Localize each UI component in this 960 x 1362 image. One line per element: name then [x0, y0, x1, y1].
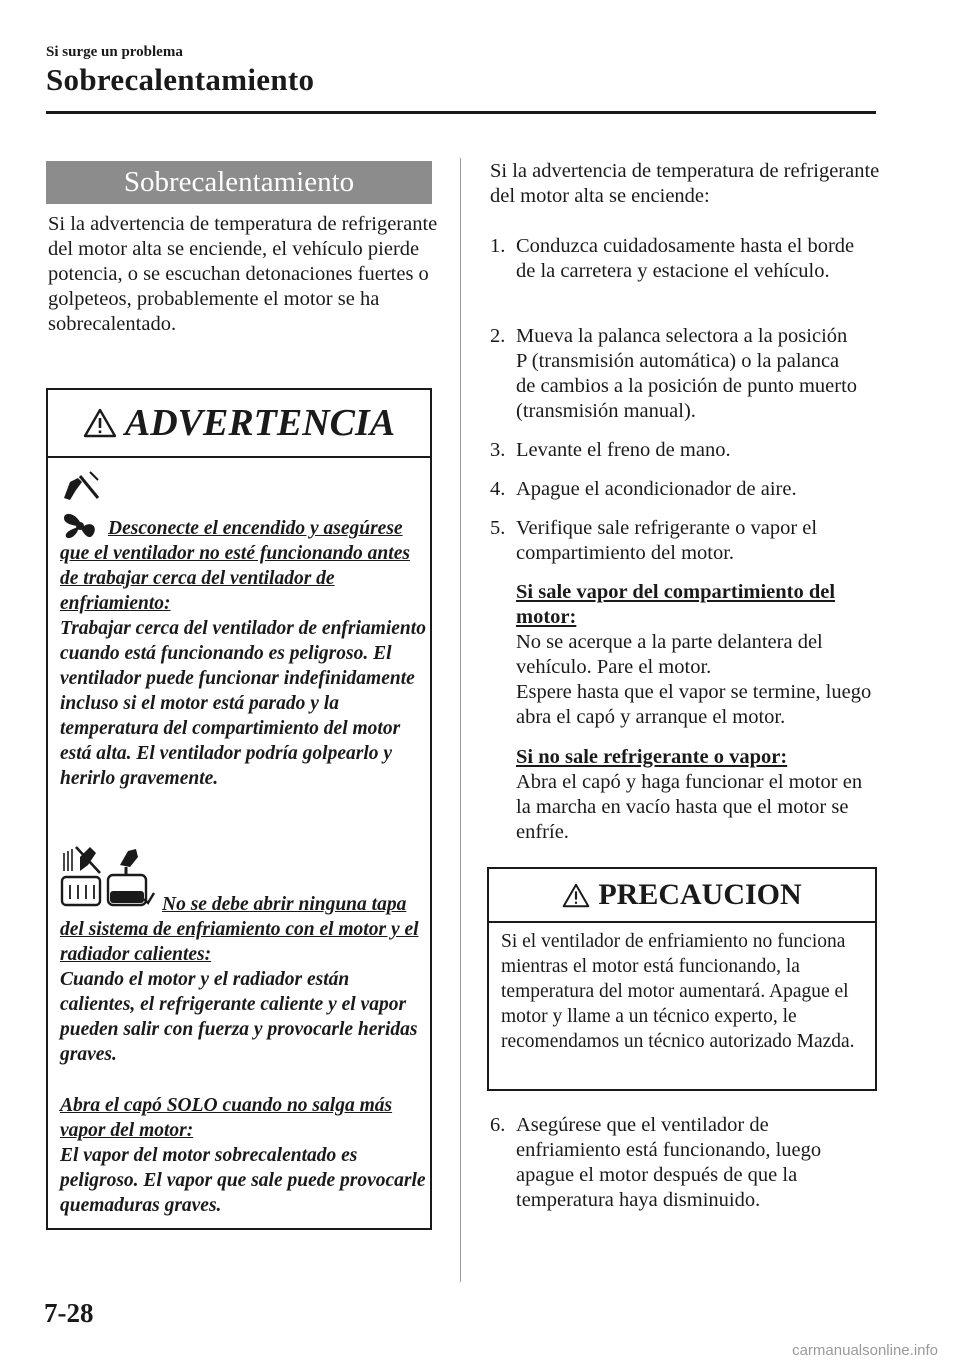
page-number: 7-28: [44, 1298, 94, 1328]
steam-case: [516, 580, 876, 730]
warning-header: [48, 390, 430, 458]
warning-item1-body: Trabajar cerca del ventilador de enfriamiento cuando está funcionando es peligroso. El ventilador puede funcionar indefinidamente incluso si el motor está parado y la temperatura del compartimiento del motor está alta. El ventilador podría golpearlo y herirlo gravemente.: [60, 618, 426, 789]
caution-body: Si el ventilador de enfriamiento no funciona mientras el motor está funcionando, la temperatura del motor aumentará. Apague el motor y llame a un técnico experto, le recomendamos un técnico autorizado Mazda.: [501, 931, 855, 1052]
warning-item1-title: Desconecte el encendido y asegúrese que el ventilador no esté funcionando antes de trabajar cerca del ventilador de enfriamiento:: [60, 518, 410, 614]
warning-triangle-icon: [562, 883, 590, 908]
step-6: 6. Asegúrese que el ventilador de enfriamiento está funcionando, luego apague el motor después de que la temperatura haya disminuido.: [490, 1114, 822, 1211]
no-steam-case-body: Abra el capó y haga funcionar el motor en la marcha en vacío hasta que el motor se enfríe.: [516, 771, 863, 843]
step-1: 1. Conduzca cuidadosamente hasta el borde de la carretera y estacione el vehículo.: [490, 235, 855, 282]
warning-box: [46, 388, 432, 1230]
caution-header: [489, 869, 875, 923]
steam-case-line2: Espere hasta que el vapor se termine, luego abra el capó y arranque el motor.: [516, 681, 872, 728]
no-hands-icon: [60, 468, 102, 504]
steam-case-title: Si sale vapor del compartimiento del motor:: [516, 581, 836, 628]
warning-triangle-icon: [83, 408, 117, 438]
step-2: 2. Mueva la palanca selectora a la posición P (transmisión automática) o la palanca de cambios a la posición de punto muerto (transmisión manual).: [490, 325, 858, 422]
header-rule: [46, 111, 876, 114]
warning-label: ADVERTENCIA: [124, 402, 396, 444]
caution-box: [487, 867, 877, 1091]
step-5: 5. Verifique sale refrigerante o vapor el compartimiento del motor.: [490, 517, 818, 564]
warning-item2-title: No se debe abrir ninguna tapa del sistema de enfriamiento con el motor y el radiador calientes:: [60, 894, 419, 965]
caution-label: PRECAUCION: [598, 878, 802, 911]
watermark: carmanualsonline.info: [792, 1342, 938, 1359]
steam-case-line1: No se acerque a la parte delantera del vehículo. Pare el motor.: [516, 631, 823, 678]
page-title: Sobrecalentamiento: [46, 62, 315, 97]
right-intro: Si la advertencia de temperatura de refrigerante del motor alta se enciende:: [490, 160, 880, 207]
section-title: Sobrecalentamiento: [46, 161, 432, 204]
warning-item2-body: Cuando el motor y el radiador están calientes, el refrigerante caliente y el vapor pueden salir con fuerza y provocarle heridas graves.: [60, 969, 418, 1065]
step-3: 3. Levante el freno de mano.: [490, 439, 731, 461]
column-divider: [460, 158, 461, 1282]
chapter-label: Si surge un problema: [46, 44, 183, 60]
left-intro: Si la advertencia de temperatura de refrigerante del motor alta se enciende, el vehículo pierde potencia, o se escuchan detonaciones fuertes o golpeteos, probablemente el motor se ha sobrecalentado.: [48, 213, 438, 335]
step-4: 4. Apague el acondicionador de aire.: [490, 478, 797, 500]
no-steam-case: [516, 745, 876, 845]
no-steam-case-title: Si no sale refrigerante o vapor:: [516, 746, 788, 768]
warning-item3-title: Abra el capó SOLO cuando no salga más vapor del motor:: [60, 1095, 393, 1141]
warning-item3-body: El vapor del motor sobrecalentado es peligroso. El vapor que sale puede provocarle quemaduras graves.: [60, 1145, 426, 1216]
